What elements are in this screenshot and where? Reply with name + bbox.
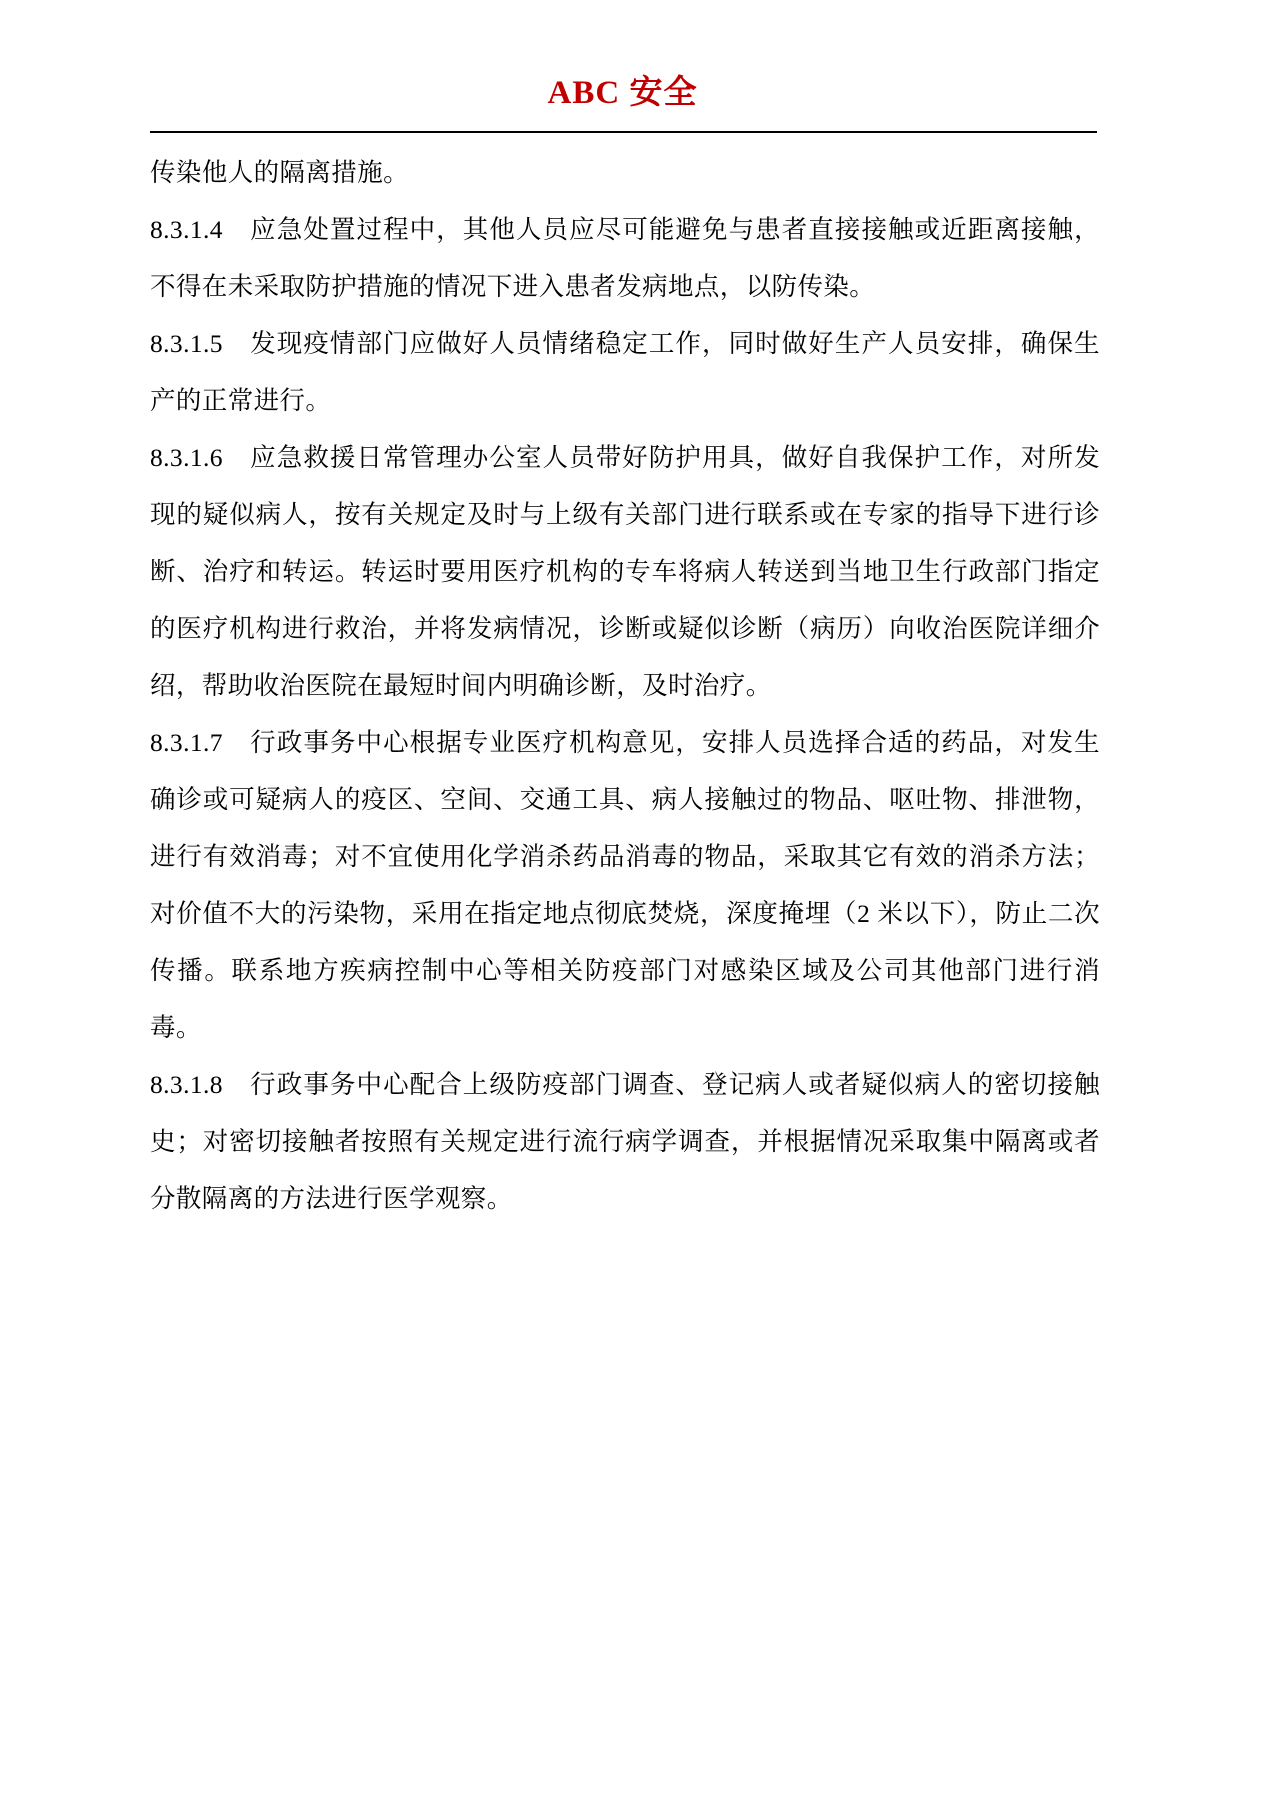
document-body (150, 144, 1100, 1227)
page-header (150, 74, 1095, 114)
header-title: ABC 安全 (547, 75, 698, 111)
paragraph-continuation: 传染他人的隔离措施。 (150, 158, 410, 187)
header-divider (150, 131, 1097, 133)
paragraph-8-3-1-4: 8.3.1.4 应急处置过程中，其他人员应尽可能避免与患者直接接触或近距离接触，不得在未采取防护措施的情况下进入患者发病地点，以防传染。 (150, 215, 1100, 301)
paragraph-8-3-1-8: 8.3.1.8 行政事务中心配合上级防疫部门调查、登记病人或者疑似病人的密切接触史；对密切接触者按照有关规定进行流行病学调查，并根据情况采取集中隔离或者分散隔离的方法进行医学观察。 (150, 1070, 1100, 1213)
paragraph-8-3-1-7: 8.3.1.7 行政事务中心根据专业医疗机构意见，安排人员选择合适的药品，对发生确诊或可疑病人的疫区、空间、交通工具、病人接触过的物品、呕吐物、排泄物，进行有效消毒；对不宜使用化学消杀药品消毒的物品，采取其它有效的消杀方法；对价值不大的污染物，采用在指定地点彻底焚烧，深度掩埋（2 米以下），防止二次传播。联系地方疾病控制中心等相关防疫部门对感染区域及公司其他部门进行消毒。 (150, 728, 1100, 1042)
paragraph-8-3-1-5: 8.3.1.5 发现疫情部门应做好人员情绪稳定工作，同时做好生产人员安排，确保生产的正常进行。 (150, 329, 1100, 415)
paragraph-8-3-1-6: 8.3.1.6 应急救援日常管理办公室人员带好防护用具，做好自我保护工作，对所发现的疑似病人，按有关规定及时与上级有关部门进行联系或在专家的指导下进行诊断、治疗和转运。转运时要用医疗机构的专车将病人转送到当地卫生行政部门指定的医疗机构进行救治，并将发病情况，诊断或疑似诊断（病历）向收治医院详细介绍，帮助收治医院在最短时间内明确诊断，及时治疗。 (150, 443, 1100, 700)
